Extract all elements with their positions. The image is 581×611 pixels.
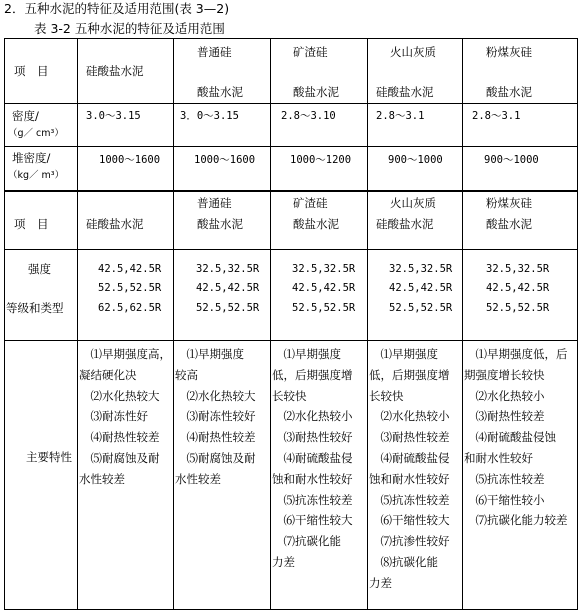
- density-col2: 3．0～3.15: [180, 110, 239, 122]
- t1-header-col1: 硅酸盐水泥: [86, 64, 144, 78]
- features-col1-line: ⑸耐腐蚀及耐: [79, 450, 160, 465]
- grid-line: [577, 38, 578, 610]
- features-col2-line: ⑶耐冻性较好: [175, 409, 256, 424]
- t1-header-col4-line1: 火山灰质: [390, 45, 436, 59]
- features-col5-line: ⑷耐硫酸盐侵蚀: [464, 430, 556, 445]
- features-col5-line: ⑹干缩性较小: [464, 492, 545, 507]
- features-col4-line: 力差: [369, 575, 392, 590]
- t1-header-col4-line2: 硅酸盐水泥: [376, 85, 434, 99]
- grid-line: [4, 146, 578, 147]
- strength-col3-value: 32.5,32.5R: [292, 263, 356, 275]
- features-col4-line: 蚀和耐水性较好: [369, 471, 450, 486]
- features-col5-line: ⑺抗碳化能力较差: [464, 513, 568, 528]
- grid-line: [4, 249, 578, 250]
- grid-line: [173, 38, 174, 610]
- features-col3-line: ⑴早期强度: [272, 347, 341, 361]
- features-col1-line: 水性较差: [79, 471, 125, 486]
- grid-line: [462, 38, 463, 610]
- t2-header-col3-line1: 矿渣硅: [293, 196, 328, 210]
- grid-line: [77, 38, 78, 610]
- features-col5-line: 和耐水性较好: [464, 450, 533, 465]
- bulk-density-col3: 1000～1200: [290, 154, 352, 166]
- features-col4-line: ⑻抗碳化能: [369, 554, 438, 569]
- strength-col3-value: 52.5,52.5R: [292, 302, 356, 314]
- bulk-density-col5: 900～1000: [484, 154, 539, 166]
- features-col2-line: 较高: [175, 367, 198, 382]
- grid-line: [4, 38, 5, 610]
- t1-header-col3-line1: 矿渣硅: [293, 45, 328, 59]
- features-col2-line: ⑷耐热性较差: [175, 430, 256, 445]
- features-col3-line: ⑵水化热较小: [272, 409, 353, 424]
- section-heading: 2．五种水泥的特征及适用范围(表 3—2): [4, 1, 230, 16]
- t2-header-col4-line1: 火山灰质: [390, 196, 436, 210]
- features-col2-line: ⑵水化热较大: [175, 388, 256, 403]
- strength-col5-value: 52.5,52.5R: [486, 302, 550, 314]
- density-col3: 2.8～3.10: [281, 110, 336, 122]
- features-col4-line: ⑸抗冻性较差: [369, 492, 450, 507]
- bulk-density-label-line2: （kg／ m³）: [8, 170, 65, 181]
- bulk-density-label-line1: 堆密度/: [12, 151, 51, 165]
- grid-line: [4, 340, 578, 341]
- t2-header-col2-line1: 普通硅: [197, 196, 232, 210]
- t2-header-col1: 硅酸盐水泥: [86, 217, 144, 231]
- features-col5-line: ⑶耐热性较差: [464, 409, 545, 424]
- features-col5-line: ⑵水化热较小: [464, 388, 545, 403]
- strength-col2-value: 32.5,32.5R: [196, 263, 260, 275]
- features-col1-line: 凝结硬化决: [79, 367, 137, 382]
- density-label-line1: 密度/: [12, 109, 39, 123]
- density-label-line2: （g／ cm³）: [8, 128, 64, 139]
- features-col4-line: ⑺抗渗性较好: [369, 534, 450, 549]
- features-col1: [79, 344, 171, 490]
- strength-col5-value: 42.5,42.5R: [486, 282, 550, 294]
- strength-col1-value: 62.5,62.5R: [98, 302, 162, 314]
- features-col4-line: ⑹干缩性较大: [369, 513, 450, 528]
- features-col4-line: ⑶耐热性较差: [369, 430, 450, 445]
- t2-header-col4-line2: 硅酸盐水泥: [376, 217, 434, 231]
- features-col4: [369, 344, 450, 594]
- t1-header-col5-line2: 酸盐水泥: [486, 85, 532, 99]
- features-col3-line: ⑶耐热性较好: [272, 430, 353, 445]
- features-col5-line: 期强度增长较快: [464, 367, 545, 382]
- strength-col4-value: 32.5,32.5R: [389, 263, 453, 275]
- bulk-density-col2: 1000～1600: [194, 154, 256, 166]
- strength-col2-value: 42.5,42.5R: [196, 282, 260, 294]
- features-col3-line: ⑸抗冻性较差: [272, 492, 353, 507]
- features-col4-line: ⑷耐硫酸盐侵: [369, 450, 450, 465]
- features-col2: [175, 344, 256, 490]
- strength-col4-value: 42.5,42.5R: [389, 282, 453, 294]
- features-col2-line: 水性较差: [175, 471, 221, 486]
- bulk-density-col4: 900～1000: [388, 154, 443, 166]
- features-label: 主要特性: [26, 450, 72, 464]
- t2-header-label: 项 目: [14, 217, 49, 231]
- features-col3-line: 长较快: [272, 388, 307, 403]
- t1-header-label: 项 目: [14, 64, 49, 78]
- strength-col3-value: 42.5,42.5R: [292, 282, 356, 294]
- features-col3: [272, 344, 353, 573]
- table-caption: 表 3-2 五种水泥的特征及适用范围: [34, 21, 225, 36]
- strength-col1-value: 42.5,42.5R: [98, 263, 162, 275]
- grid-line: [367, 38, 368, 610]
- t1-header-col2-line2: 酸盐水泥: [197, 85, 243, 99]
- grid-line: [4, 103, 578, 104]
- t1-header-col3-line2: 酸盐水泥: [293, 85, 339, 99]
- features-col1-line: ⑷耐热性较差: [79, 430, 160, 445]
- features-col3-line: 低，后期强度增: [272, 367, 353, 382]
- features-col1-line: ⑶耐冻性好: [79, 409, 148, 424]
- strength-col1-value: 52.5,52.5R: [98, 282, 162, 294]
- features-col2-line: ⑸耐腐蚀及耐: [175, 450, 256, 465]
- features-col5-line: ⑸抗冻性较差: [464, 471, 545, 486]
- grid-line: [4, 190, 578, 192]
- t2-header-col5-line2: 酸盐水泥: [486, 217, 532, 231]
- grid-line: [4, 38, 578, 39]
- strength-label-line2: 等级和类型: [6, 301, 64, 315]
- features-col3-line: 蚀和耐水性较好: [272, 471, 353, 486]
- features-col3-line: ⑺抗碳化能: [272, 534, 341, 549]
- density-col1: 3.0～3.15: [86, 110, 141, 122]
- density-col5: 2.8～3.1: [472, 110, 521, 122]
- strength-col2-value: 52.5,52.5R: [196, 302, 260, 314]
- grid-line: [4, 609, 578, 610]
- strength-col5-value: 32.5,32.5R: [486, 263, 550, 275]
- t1-header-col5-line1: 粉煤灰硅: [486, 45, 532, 59]
- features-col5: [464, 344, 568, 531]
- features-col4-line: 长较快: [369, 388, 404, 403]
- features-col4-line: 低，后期强度增: [369, 367, 450, 382]
- t2-header-col5-line1: 粉煤灰硅: [486, 196, 532, 210]
- strength-label-line1: 强度: [28, 262, 51, 276]
- t2-header-col2-line2: 酸盐水泥: [197, 217, 243, 231]
- features-col3-line: ⑷耐硫酸盐侵: [272, 450, 353, 465]
- features-col3-line: ⑹干缩性较大: [272, 513, 353, 528]
- features-col4-line: ⑵水化热较小: [369, 409, 450, 424]
- density-col4: 2.8～3.1: [376, 110, 425, 122]
- grid-line: [270, 38, 271, 610]
- features-col1-line: ⑴早期强度高，: [79, 347, 171, 361]
- features-col4-line: ⑴早期强度: [369, 347, 438, 361]
- features-col3-line: 力差: [272, 554, 295, 569]
- bulk-density-col1: 1000～1600: [99, 154, 161, 166]
- features-col5-line: ⑴早期强度低，后: [464, 347, 568, 361]
- strength-col4-value: 52.5,52.5R: [389, 302, 453, 314]
- features-col2-line: ⑴早期强度: [175, 347, 244, 361]
- t2-header-col3-line2: 酸盐水泥: [293, 217, 339, 231]
- t1-header-col2-line1: 普通硅: [197, 45, 232, 59]
- features-col1-line: ⑵水化热较大: [79, 388, 160, 403]
